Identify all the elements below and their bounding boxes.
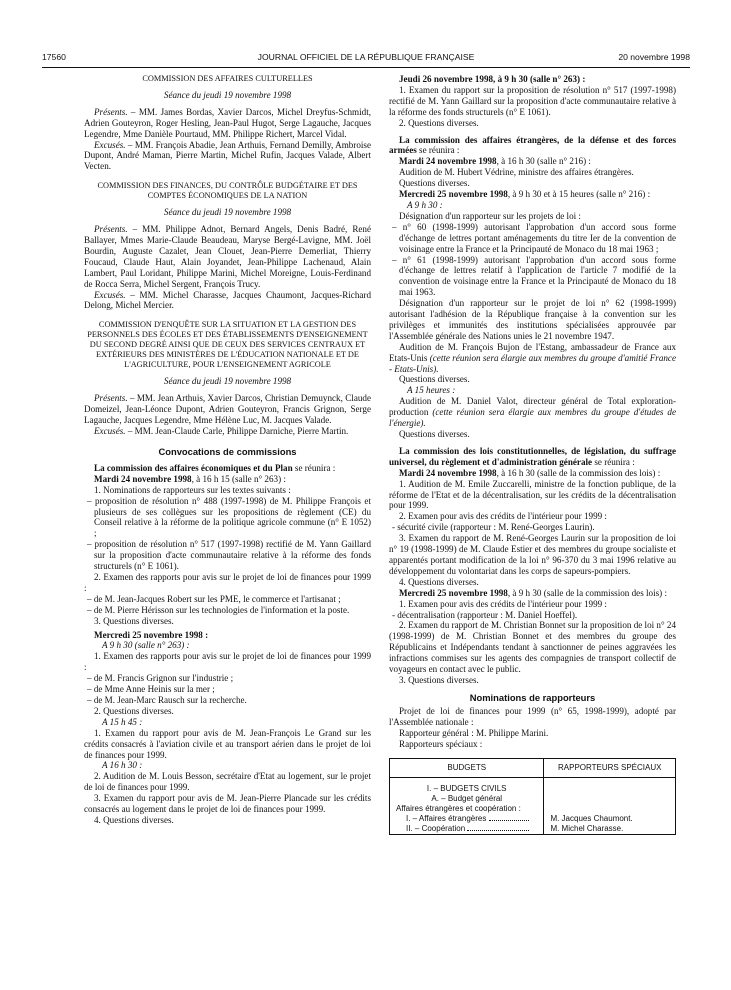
right-column	[389, 74, 676, 835]
meeting-date: Mardi 24 novembre 1998, à 16 h 30 (salle n° 216) :	[399, 156, 591, 167]
meeting-date: Mercredi 25 novembre 1998 :	[94, 629, 209, 640]
agenda-subitem: – de M. Francis Grignon sur l'industrie ;	[87, 673, 234, 684]
nominations-text: Projet de loi de finances pour 1999 (n° 65, 1998-1999), adopté par l'Assemblée nationale :	[389, 706, 676, 728]
agenda-item: Désignation d'un rapporteur sur les projets de loi :	[399, 210, 581, 221]
budget-cell	[390, 777, 544, 834]
leader-dots	[467, 824, 529, 831]
agenda-item: 4. Questions diverses.	[94, 814, 174, 825]
rapporteur-name: M. Jacques Chaumont.	[550, 813, 633, 823]
agenda-item: 3. Examen du rapport de M. René-Georges Laurin sur la proposition de loi n° 19 (1998-1999) de M. Claude Estier et des membres du groupe socialiste et apparentés portant modification de la loi n° 96-370 du 3 mai 1996 relative au développement du volontariat dans les corps de sapeurs-pompiers.	[389, 533, 676, 576]
section-heading: COMMISSION DES AFFAIRES CULTURELLES	[142, 74, 313, 83]
nominations-text: Rapporteur général : M. Philippe Marini.	[399, 727, 549, 738]
leader-dots	[489, 814, 529, 821]
meeting-date: Jeudi 26 novembre 1998, à 9 h 30 (salle n° 263) :	[399, 74, 586, 84]
page-header	[42, 52, 690, 66]
agenda-subitem: – de M. Pierre Hérisson sur les technologies de l'information et la poste.	[87, 604, 350, 615]
agenda-subitem: – de M. Jean-Jacques Robert sur les PME, le commerce et l'artisanat ;	[87, 593, 341, 604]
rapporteur-cell	[544, 777, 676, 834]
section-heading: COMMISSION DES FINANCES, DU CONTRÔLE BUDGÉTAIRE ET DES COMPTES ÉCONOMIQUES DE LA NATION	[97, 181, 358, 201]
header-rule	[42, 67, 690, 68]
agenda-item: Audition de M. Hubert Védrine, ministre des affaires étrangères.	[399, 167, 634, 178]
agenda-subitem: – proposition de résolution n° 488 (1997-1998) de M. Philippe François et plusieurs de ses collègues sur les propositions de règlement (CE) du Conseil relative à la réforme de la politique agricole commune (n° E 1052) ;	[87, 495, 371, 539]
agenda-item: 1. Examen pour avis des crédits de l'intérieur pour 1999 :	[399, 598, 607, 609]
time-slot: A 9 h 30 :	[407, 199, 443, 210]
agenda-subitem: - sécurité civile (rapporteur : M. René-Georges Laurin).	[392, 522, 595, 533]
column-header-rapporteurs: RAPPORTEURS SPÉCIAUX	[544, 758, 676, 777]
agenda-item: 1. Examen du rapport pour avis de M. Jean-François Le Grand sur les crédits consacrés à l'aviation civile et au transport aérien dans le projet de loi de finances pour 1999.	[84, 727, 371, 760]
agenda-item: 2. Examen du rapport de M. Christian Bonnet sur la proposition de loi n° 24 (1998-1999) de M. Christian Bonnet et des membres du groupe des Républicains et Indépendants tendant à sanctionner de peines aggravées les infractions commises sur les agents des compagnies de transport collectif de voyageurs en contact avec le public.	[389, 620, 676, 675]
journal-title: JOURNAL OFFICIEL DE LA RÉPUBLIQUE FRANÇAISE	[257, 52, 475, 62]
rapporteurs-table	[389, 758, 676, 835]
rapporteur-name: M. Michel Charasse.	[550, 823, 624, 833]
committee-intro: La commission des affaires économiques et du Plan se réunira :	[94, 462, 336, 473]
table-header-row	[390, 758, 676, 777]
agenda-item: 2. Examen pour avis des crédits de l'intérieur pour 1999 :	[399, 511, 607, 522]
agenda-item: 3. Questions diverses.	[94, 615, 174, 626]
nominations-heading: Nominations de rapporteurs	[469, 691, 596, 703]
meeting-date: Mercredi 25 novembre 1998, à 9 h 30 (salle de la commission des lois) :	[399, 587, 667, 598]
attendance-present: Présents. – MM. James Bordas, Xavier Darcos, Michel Dreyfus-Schmidt, Adrien Gouteyron, Roger Hesling, Jean-Paul Hugot, Serge Lagauche, Jacques Legendre, Mme Danièle Pourtaud, MM. Philippe Richert, Marcel Vidal.	[84, 106, 371, 139]
agenda-subitem: – proposition de résolution n° 517 (1997-1998) rectifié de M. Yann Gaillard sur la proposition d'acte communautaire relative à la réforme des fonds structurels (n° E 1061).	[87, 539, 371, 572]
agenda-item: 1. Nominations de rapporteurs sur les textes suivants :	[94, 484, 291, 495]
budget-line: I. – Affaires étrangères	[396, 814, 537, 824]
attendance-excused: Excusés. – MM. Jean-Claude Carle, Philippe Darniche, Pierre Martin.	[94, 425, 349, 436]
meeting-date: Mercredi 25 novembre 1998, à 9 h 30 et à 15 heures (salle n° 216) :	[399, 189, 651, 200]
agenda-item: 4. Questions diverses.	[399, 576, 479, 587]
attendance-excused: Excusés. – MM. Michel Charasse, Jacques Chaumont, Jacques-Richard Delong, Michel Mercier.	[84, 289, 371, 311]
committee-intro: La commission des lois constitutionnelles, de législation, du suffrage universel, du règlement et d'administration générale se réunira :	[389, 445, 676, 467]
seance-line: Séance du jeudi 19 novembre 1998	[163, 376, 292, 387]
agenda-subitem: – de M. Jean-Marc Rausch sur la recherche.	[87, 694, 247, 705]
agenda-item: 2. Examen des rapports pour avis sur le projet de loi de finances pour 1999 :	[84, 572, 371, 593]
agenda-item: Désignation d'un rapporteur sur le projet de loi n° 62 (1998-1999) autorisant l'adhésion de la République française à la convention sur les privilèges et immunités des institutions spécialisées approuvée par l'Assemblée générale des Nations unies le 21 novembre 1947.	[389, 298, 676, 341]
meeting-date: Mardi 24 novembre 1998, à 16 h 30 (salle de la commission des lois) :	[399, 467, 661, 478]
attendance-present: Présents. – MM. Philippe Adnot, Bernard Angels, Denis Badré, René Ballayer, Mmes Marie-Claude Beaudeau, Maryse Bergé-Lavigne, MM. Joël Bourdin, Auguste Cazalet, Jean Clouet, Jean-Pierre Demerliat, Thierry Foucaud, Claude Haut, Alain Joyandet, Jean-Philippe Lachenaud, Alain Lambert, Paul Loridant, Philippe Marini, Michel Moreigne, Louis-Ferdinand de Rocca Serra, Michel Sergent, François Trucy.	[84, 224, 371, 289]
agenda-item: 1. Audition de M. Emile Zuccarelli, ministre de la fonction publique, de la réforme de l'Etat et de la décentralisation, sur les crédits de la décentralisation pour 1999.	[389, 478, 676, 511]
agenda-subitem: – n° 60 (1998-1999) autorisant l'approbation d'un accord sous forme d'échange de lettres portant aménagements du titre Ier de la convention de voisinage entre la France et la Principauté de Monaco du 18 mai 1963 ;	[392, 221, 676, 254]
agenda-item: 2. Questions diverses.	[399, 117, 479, 128]
budget-section: Affaires étrangères et coopération :	[396, 803, 521, 813]
issue-date: 20 novembre 1998	[618, 52, 690, 62]
meeting-date: Mardi 24 novembre 1998, à 16 h 15 (salle n° 263) :	[94, 473, 286, 484]
agenda-subitem: – n° 61 (1998-1999) autorisant l'approbation d'un accord sous forme d'échange de lettres relatif à l'application de l'article 7 modifié de la convention de voisinage entre la France et la Principauté de Monaco du 18 mai 1963.	[392, 254, 676, 298]
agenda-subitem: – de Mme Anne Heinis sur la mer ;	[87, 684, 215, 695]
table-row	[390, 777, 676, 834]
attendance-excused: Excusés. – MM. François Abadie, Jean Arthuis, Fernand Demilly, Ambroise Dupont, André Maman, Pierre Martin, Michel Rufin, Jacques Valade, Albert Vecten.	[84, 139, 371, 172]
agenda-item: 3. Examen du rapport pour avis de M. Jean-Pierre Plancade sur les crédits consacrés au logement dans le projet de loi de finances pour 1999.	[84, 793, 371, 815]
agenda-item: Audition de M. Daniel Valot, directeur général de Total exploration-production (cette réunion sera élargie aux membres du groupe d'études de l'énergie).	[389, 396, 676, 429]
left-column	[84, 74, 371, 826]
agenda-item: 2. Questions diverses.	[94, 705, 174, 716]
agenda-subitem: - décentralisation (rapporteur : M. Daniel Hoeffel).	[392, 609, 578, 620]
seance-line: Séance du jeudi 19 novembre 1998	[163, 89, 292, 100]
section-heading: COMMISSION D'ENQUÊTE SUR LA SITUATION ET LA GESTION DES PERSONNELS DES ÉCOLES ET DES ÉTABLISSEMENTS D'ENSEIGNEMENT DU SECOND DEGRÉ AINSI QUE DE CEUX DES SERVICES CENTRAUX ET EXTÉRIEURS DES MINISTÈRES DE L'ÉDUCATION NATIONALE ET DE L'AGRICULTURE, POUR L'ENSEIGNEMENT AGRICOLE	[87, 320, 368, 370]
budget-group-heading: I. – BUDGETS CIVILS	[426, 783, 507, 793]
page-number: 17560	[42, 52, 66, 62]
agenda-item: Questions diverses.	[399, 429, 470, 439]
nominations-text: Rapporteurs spéciaux :	[399, 738, 483, 749]
time-slot: A 16 h 30 :	[102, 760, 143, 771]
agenda-item: 1. Examen des rapports pour avis sur le projet de loi de finances pour 1999 :	[84, 651, 371, 673]
budget-line: II. – Coopération	[396, 824, 537, 834]
column-header-budgets: BUDGETS	[390, 758, 544, 777]
agenda-item: Questions diverses.	[399, 178, 470, 189]
time-slot: A 15 heures :	[407, 385, 456, 396]
time-slot: A 15 h 45 :	[102, 716, 143, 727]
agenda-item: 1. Examen du rapport sur la proposition de résolution n° 517 (1997-1998) rectifié de M. Yann Gaillard sur la proposition d'acte communautaire relative à la réforme des fonds structurels (n° E 1061).	[389, 84, 676, 117]
agenda-item: 3. Questions diverses.	[399, 674, 479, 685]
convocations-heading: Convocations de commissions	[158, 445, 297, 457]
attendance-present: Présents. – MM. Jean Arthuis, Xavier Darcos, Christian Demuynck, Claude Domeizel, Jean-Léonce Dupont, Adrien Gouteyron, Francis Grignon, Serge Lagauche, Jacques Legendre, Mme Hélène Luc, M. Jacques Valade.	[84, 393, 371, 425]
seance-line: Séance du jeudi 19 novembre 1998	[163, 207, 292, 218]
agenda-item: 2. Audition de M. Louis Besson, secrétaire d'Etat au logement, sur le projet de loi de finances pour 1999.	[84, 771, 371, 793]
agenda-item: Questions diverses.	[399, 374, 470, 385]
committee-intro: La commission des affaires étrangères, de la défense et des forces armées se réunira :	[389, 134, 676, 156]
budget-subgroup-heading: A. – Budget général	[431, 793, 503, 803]
time-slot: A 9 h 30 (salle n° 263) :	[102, 640, 190, 651]
agenda-item: Audition de M. François Bujon de l'Estang, ambassadeur de France aux Etats-Unis (cette réunion sera élargie aux membres du groupe d'amitié France - Etats-Unis).	[389, 341, 676, 374]
